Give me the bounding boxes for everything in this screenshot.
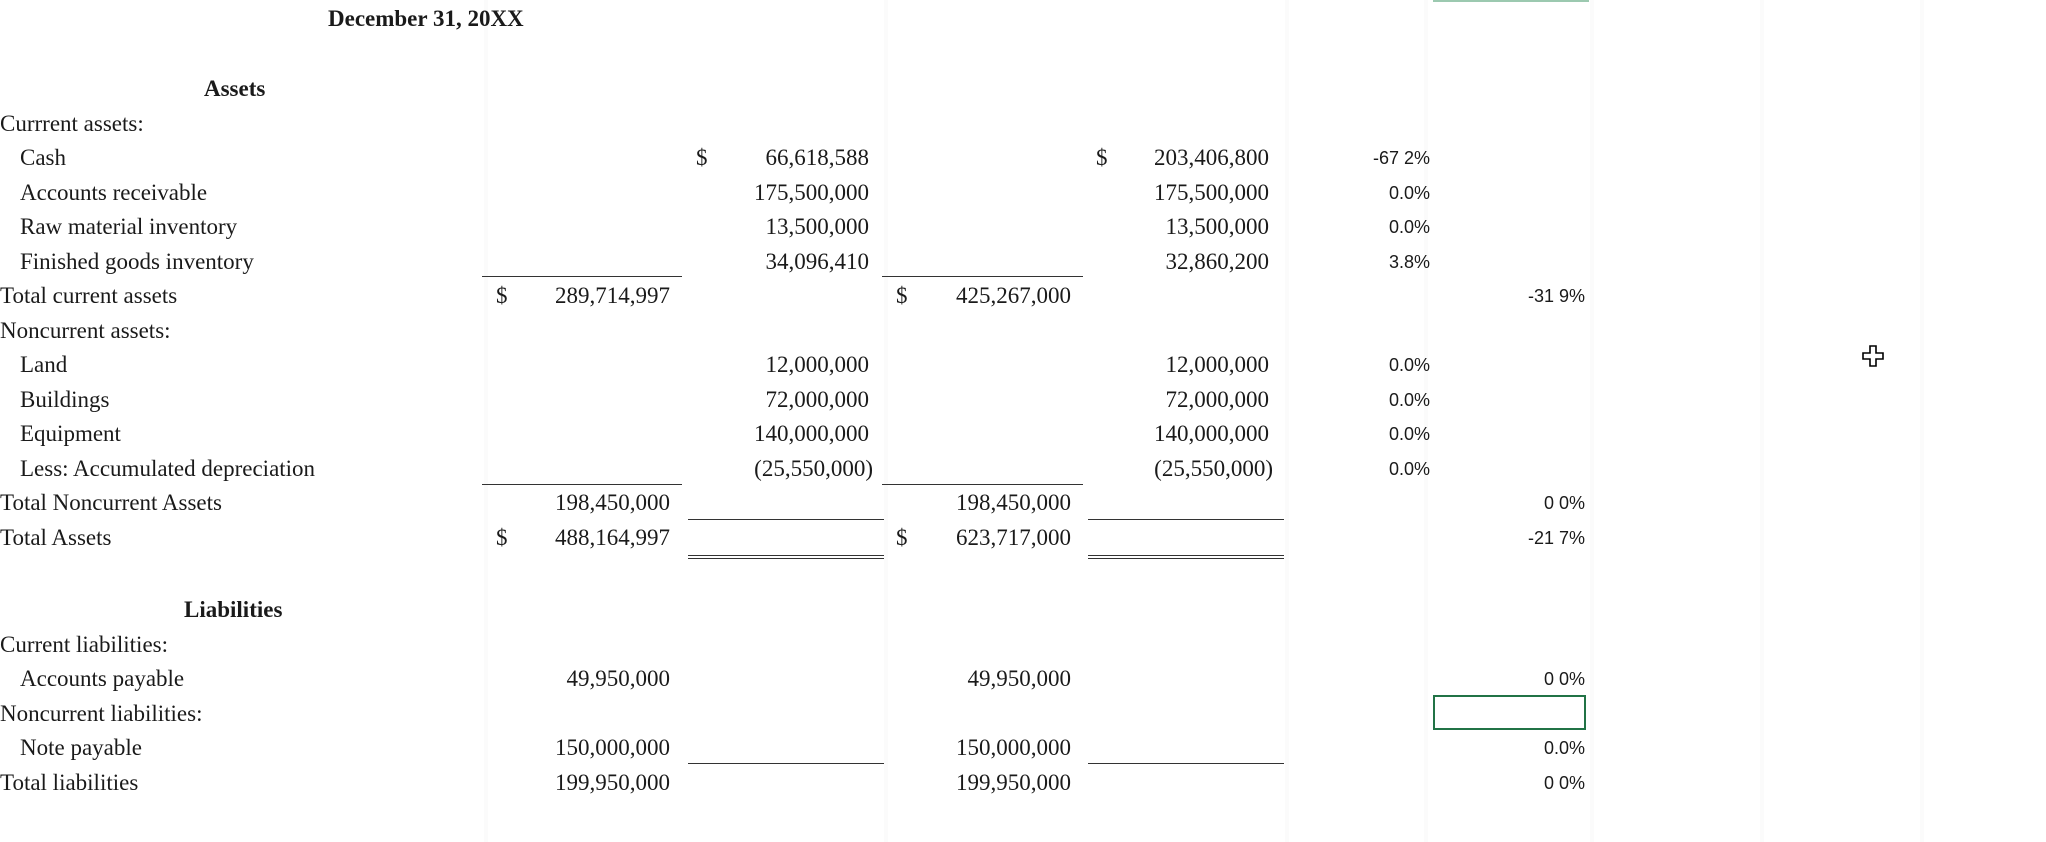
- dollar-sign: $: [1096, 145, 1108, 170]
- dollar-sign: $: [896, 525, 908, 550]
- raw-year1[interactable]: 13,500,000: [765, 214, 869, 239]
- dollar-sign: $: [696, 145, 708, 170]
- assets-heading-row: [0, 72, 2046, 106]
- note-year2[interactable]: 150,000,000: [956, 735, 1071, 760]
- total-noncurrent-year2[interactable]: 198,450,000: [956, 490, 1071, 515]
- double-underline: [688, 555, 884, 559]
- statement-date[interactable]: December 31, 20XX: [328, 6, 524, 31]
- row-label[interactable]: Equipment: [20, 421, 121, 446]
- table-row: [0, 141, 2046, 175]
- subtotal-underline: [1088, 519, 1284, 520]
- dollar-sign: $: [896, 283, 908, 308]
- ap-pct-change[interactable]: 0 0%: [1543, 669, 1585, 689]
- total-current-year1[interactable]: 289,714,997: [555, 283, 670, 308]
- buildings-year2[interactable]: 72,000,000: [1165, 387, 1269, 412]
- subtotal-underline: [1088, 763, 1284, 764]
- total-liabilities-year2[interactable]: 199,950,000: [956, 770, 1071, 795]
- fg-year2[interactable]: 32,860,200: [1165, 249, 1269, 274]
- title-row: [0, 2, 2046, 36]
- fg-year1[interactable]: 34,096,410: [765, 249, 869, 274]
- equipment-year2[interactable]: 140,000,000: [1154, 421, 1269, 446]
- row-label[interactable]: Buildings: [20, 387, 110, 412]
- table-row: [0, 417, 2046, 451]
- dollar-sign: $: [496, 283, 508, 308]
- total-current-year2[interactable]: 425,267,000: [956, 283, 1071, 308]
- subtotal-underline: [482, 484, 682, 485]
- table-row: [0, 279, 2046, 313]
- liabilities-heading[interactable]: Liabilities: [184, 597, 283, 622]
- assets-heading[interactable]: Assets: [204, 76, 266, 101]
- ar-pct-change[interactable]: 0.0%: [1388, 183, 1430, 203]
- buildings-pct-change[interactable]: 0.0%: [1388, 390, 1430, 410]
- row-label[interactable]: Total Assets: [0, 525, 112, 550]
- total-assets-pct-change[interactable]: -21 7%: [1527, 528, 1585, 548]
- table-row: [0, 210, 2046, 244]
- noncurrent-assets-heading-row: [0, 314, 2046, 348]
- fg-pct-change[interactable]: 3.8%: [1388, 252, 1430, 272]
- noncurrent-liabilities-heading[interactable]: Noncurrent liabilities:: [0, 701, 203, 726]
- table-row: [0, 245, 2046, 279]
- accum-dep-pct-change[interactable]: 0.0%: [1388, 459, 1430, 479]
- subtotal-underline: [688, 763, 884, 764]
- note-year1[interactable]: 150,000,000: [555, 735, 670, 760]
- total-noncurrent-year1[interactable]: 198,450,000: [555, 490, 670, 515]
- row-label[interactable]: Total current assets: [0, 283, 178, 308]
- cash-pct-change[interactable]: -67 2%: [1372, 148, 1430, 168]
- raw-pct-change[interactable]: 0.0%: [1388, 217, 1430, 237]
- table-row: [0, 452, 2046, 486]
- table-row: [0, 731, 2046, 765]
- row-label[interactable]: Cash: [20, 145, 66, 170]
- cell-cursor-icon: [1862, 345, 1884, 367]
- total-liabilities-pct-change[interactable]: 0 0%: [1543, 773, 1585, 793]
- table-row: [0, 521, 2046, 555]
- double-underline: [1088, 555, 1284, 559]
- note-pct-change[interactable]: 0.0%: [1543, 738, 1585, 758]
- row-label[interactable]: Land: [20, 352, 68, 377]
- row-label[interactable]: Total liabilities: [0, 770, 139, 795]
- row-label[interactable]: Accounts receivable: [20, 180, 208, 205]
- table-row: [0, 383, 2046, 417]
- subtotal-underline: [482, 276, 682, 277]
- row-label[interactable]: Raw material inventory: [20, 214, 238, 239]
- table-row: [0, 176, 2046, 210]
- total-current-pct-change[interactable]: -31 9%: [1527, 286, 1585, 306]
- land-year2[interactable]: 12,000,000: [1165, 352, 1269, 377]
- ap-year2[interactable]: 49,950,000: [967, 666, 1071, 691]
- row-label[interactable]: Less: Accumulated depreciation: [20, 456, 316, 481]
- ar-year2[interactable]: 175,500,000: [1154, 180, 1269, 205]
- raw-year2[interactable]: 13,500,000: [1165, 214, 1269, 239]
- equipment-year1[interactable]: 140,000,000: [754, 421, 869, 446]
- current-assets-heading-row: [0, 107, 2046, 141]
- ar-year1[interactable]: 175,500,000: [754, 180, 869, 205]
- selected-cell[interactable]: [1433, 695, 1586, 730]
- current-liabilities-heading-row: [0, 628, 2046, 662]
- accum-dep-year1[interactable]: (25,550,000): [754, 456, 873, 481]
- total-assets-year1[interactable]: 488,164,997: [555, 525, 670, 550]
- total-noncurrent-pct-change[interactable]: 0 0%: [1543, 493, 1585, 513]
- ap-year1[interactable]: 49,950,000: [566, 666, 670, 691]
- subtotal-underline: [882, 276, 1083, 277]
- subtotal-underline: [688, 519, 884, 520]
- table-row: [0, 486, 2046, 520]
- land-year1[interactable]: 12,000,000: [765, 352, 869, 377]
- cash-year2[interactable]: 203,406,800: [1154, 145, 1269, 170]
- noncurrent-liabilities-heading-row: [0, 697, 2046, 731]
- row-label[interactable]: Finished goods inventory: [20, 249, 254, 274]
- accum-dep-year2[interactable]: (25,550,000): [1154, 456, 1273, 481]
- row-label[interactable]: Accounts payable: [20, 666, 185, 691]
- land-pct-change[interactable]: 0.0%: [1388, 355, 1430, 375]
- row-label[interactable]: Note payable: [20, 735, 142, 760]
- current-assets-heading[interactable]: Currrent assets:: [0, 111, 144, 136]
- dollar-sign: $: [496, 525, 508, 550]
- noncurrent-assets-heading[interactable]: Noncurrent assets:: [0, 318, 171, 343]
- subtotal-underline: [882, 484, 1083, 485]
- equipment-pct-change[interactable]: 0.0%: [1388, 424, 1430, 444]
- total-assets-year2[interactable]: 623,717,000: [956, 525, 1071, 550]
- table-row: [0, 662, 2046, 696]
- table-row: [0, 348, 2046, 382]
- current-liabilities-heading[interactable]: Current liabilities:: [0, 632, 168, 657]
- row-label[interactable]: Total Noncurrent Assets: [0, 490, 222, 515]
- liabilities-heading-row: [0, 593, 2046, 627]
- table-row: [0, 766, 2046, 800]
- buildings-year1[interactable]: 72,000,000: [765, 387, 869, 412]
- total-liabilities-year1[interactable]: 199,950,000: [555, 770, 670, 795]
- cash-year1[interactable]: 66,618,588: [765, 145, 869, 170]
